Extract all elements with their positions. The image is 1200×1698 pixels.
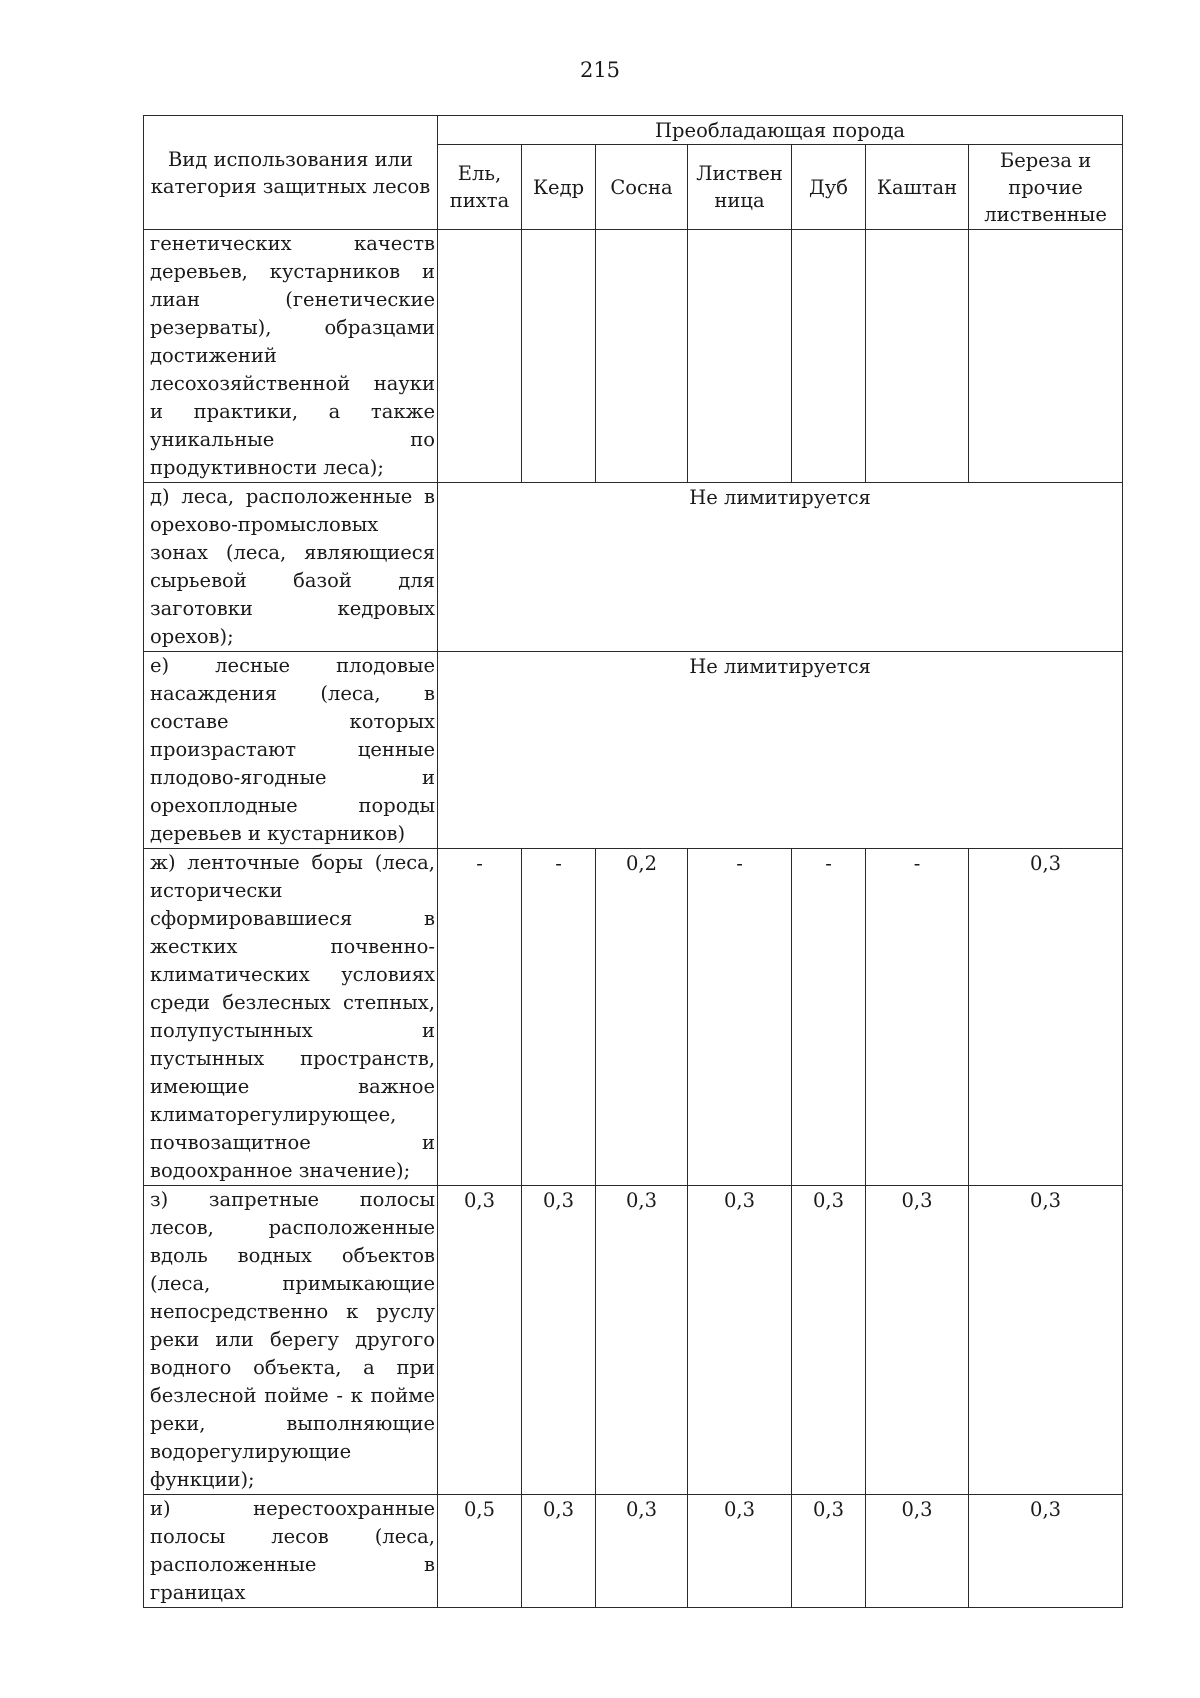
cell-value (969, 230, 1123, 483)
cell-value: 0,5 (438, 1495, 522, 1608)
cell-value: 0,3 (969, 1186, 1123, 1495)
table-row (144, 483, 1123, 652)
cell-value: 0,3 (688, 1495, 792, 1608)
cell-value (596, 230, 688, 483)
page-number: 215 (579, 58, 621, 82)
cell-value: 0,3 (596, 1495, 688, 1608)
row-category: е) лесные плодовые насаждения (леса, в составе которых произрастают ценные плодово-ягодные и орехоплодные породы деревьев и кустарников) (144, 652, 438, 849)
cell-value: 0,3 (866, 1495, 969, 1608)
species-header-cedar: Кедр (522, 145, 596, 230)
not-limited-note: Не лимитируется (438, 483, 1123, 652)
row-category: и) нерестоохранные полосы лесов (леса, расположенные в границах (144, 1495, 438, 1608)
cell-value: - (522, 849, 596, 1186)
species-header-spruce-fir: Ель, пихта (438, 145, 522, 230)
cell-value (688, 230, 792, 483)
cell-value: 0,3 (522, 1495, 596, 1608)
cell-value: - (688, 849, 792, 1186)
cell-value: 0,3 (969, 849, 1123, 1186)
species-header-oak: Дуб (792, 145, 866, 230)
cell-value: 0,3 (792, 1186, 866, 1495)
not-limited-note: Не лимитируется (438, 652, 1123, 849)
cell-value: 0,3 (866, 1186, 969, 1495)
cell-value: 0,3 (792, 1495, 866, 1608)
table-row (144, 849, 1123, 1186)
category-column-header: Вид использования или категория защитных лесов (144, 116, 438, 230)
cell-value: 0,3 (596, 1186, 688, 1495)
cell-value (438, 230, 522, 483)
table-row (144, 1495, 1123, 1608)
table-row (144, 230, 1123, 483)
cell-value (792, 230, 866, 483)
predominant-species-header: Преобладающая порода (438, 116, 1123, 145)
row-category: генетических качеств деревьев, кустарников и лиан (генетические резерваты), образцами достижений лесохозяйственной науки и практики, а также уникальные по продуктивности леса); (144, 230, 438, 483)
species-header-birch-other: Береза и прочие лиственные (969, 145, 1123, 230)
row-category: з) запретные полосы лесов, расположенные вдоль водных объектов (леса, примыкающие непосредственно к руслу реки или берегу другого водного объекта, а при безлесной пойме - к пойме реки, выполняющие водорегулирующие функции); (144, 1186, 438, 1495)
cell-value: 0,2 (596, 849, 688, 1186)
cell-value: 0,3 (969, 1495, 1123, 1608)
cell-value: 0,3 (522, 1186, 596, 1495)
cell-value: - (438, 849, 522, 1186)
protective-forest-table (143, 115, 1123, 1608)
cell-value: 0,3 (688, 1186, 792, 1495)
species-header-pine: Сосна (596, 145, 688, 230)
table-row (144, 1186, 1123, 1495)
cell-value: - (792, 849, 866, 1186)
table-row (144, 652, 1123, 849)
species-header-chestnut: Каштан (866, 145, 969, 230)
cell-value (866, 230, 969, 483)
cell-value: - (866, 849, 969, 1186)
row-category: ж) ленточные боры (леса, исторически сформировавшиеся в жестких почвенно-климатических условиях среди безлесных степных, полупустынных и пустынных пространств, имеющие важное климаторегулирующее, почвозащитное и водоохранное значение); (144, 849, 438, 1186)
cell-value: 0,3 (438, 1186, 522, 1495)
cell-value (522, 230, 596, 483)
row-category: д) леса, расположенные в орехово-промысловых зонах (леса, являющиеся сырьевой базой для заготовки кедровых орехов); (144, 483, 438, 652)
species-header-larch: Листвен ница (688, 145, 792, 230)
